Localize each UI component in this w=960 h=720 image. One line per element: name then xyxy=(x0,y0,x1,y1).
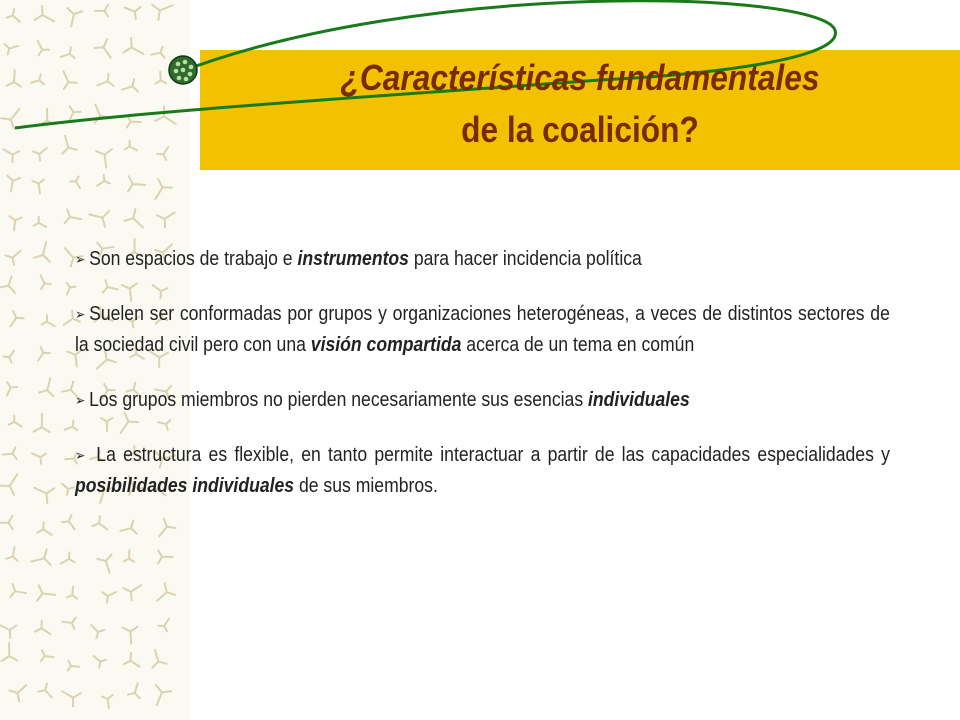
bullet-item xyxy=(75,244,890,275)
slide-title xyxy=(246,52,915,156)
bullet-text: de sus miembros. xyxy=(294,475,438,497)
bullet-emphasis: visión compartida xyxy=(310,334,462,356)
bullet-text: Los grupos miembros no pierden necesariamente sus esencias xyxy=(89,389,589,411)
arrowhead-bullet-icon: ➢ xyxy=(75,251,86,267)
bullet-emphasis: posibilidades individuales xyxy=(75,475,295,497)
bullet-text: La estructura es flexible, en tanto permite interactuar a partir de las capacidades especialidades y xyxy=(89,444,890,466)
sphere-icon xyxy=(169,56,197,84)
title-line-2: de la coalición? xyxy=(461,109,699,150)
bullet-text: para hacer incidencia política xyxy=(408,248,642,270)
bullet-text: Suelen ser conformadas por grupos y organizaciones heterogéneas, a veces de distintos sectores de la sociedad civil pero con una xyxy=(75,303,890,356)
bullet-text: Son espacios de trabajo e xyxy=(89,248,298,270)
arrowhead-bullet-icon: ➢ xyxy=(75,306,86,322)
bullet-emphasis: individuales xyxy=(588,389,690,411)
bullet-item xyxy=(75,385,890,416)
arrowhead-bullet-icon: ➢ xyxy=(75,447,86,463)
bullet-list xyxy=(75,244,890,526)
title-line-1: ¿Características fundamentales xyxy=(340,57,820,98)
bullet-item xyxy=(75,440,890,502)
bullet-item xyxy=(75,299,890,361)
arrowhead-bullet-icon: ➢ xyxy=(75,392,86,408)
bullet-text: acerca de un tema en común xyxy=(461,334,695,356)
bullet-emphasis: instrumentos xyxy=(297,248,409,270)
